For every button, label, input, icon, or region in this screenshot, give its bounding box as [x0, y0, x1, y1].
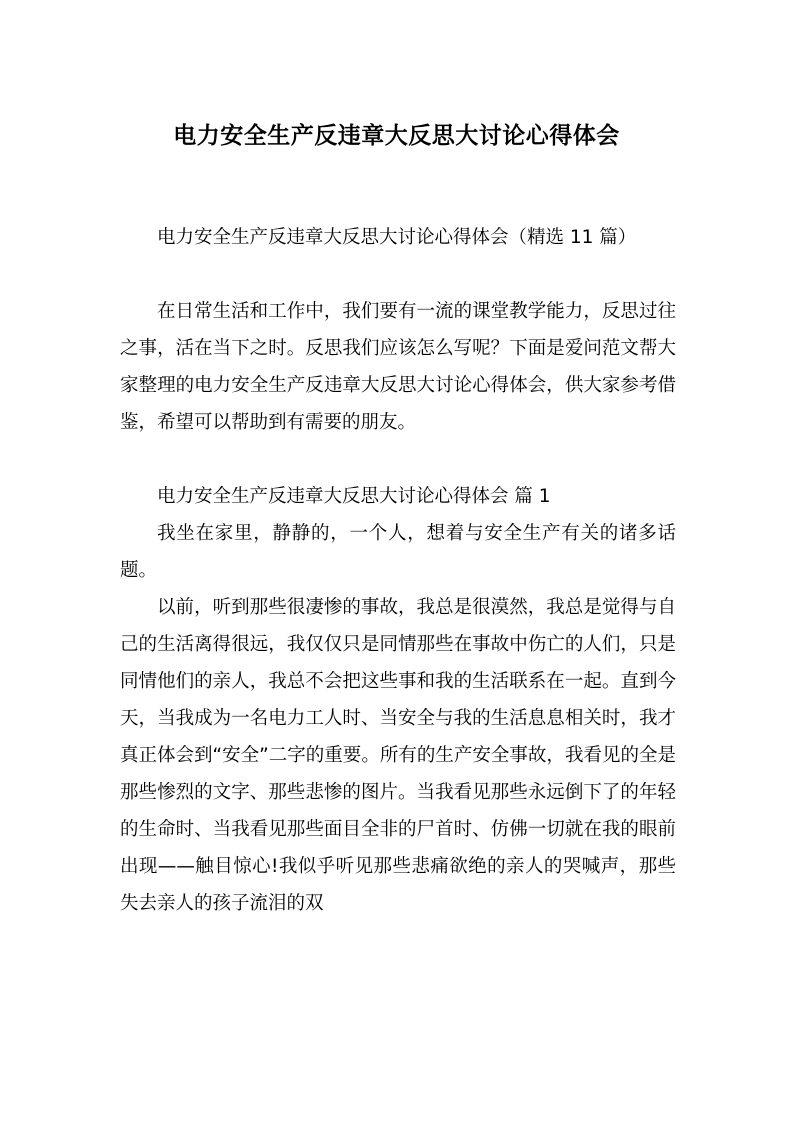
subtitle: 电力安全生产反违章大反思大讨论心得体会（精选 11 篇） — [157, 227, 637, 248]
document-body — [120, 219, 676, 922]
body-paragraph-2: 以前，听到那些很凄惨的事故，我总是很漠然，我总是觉得与自己的生活离得很远，我仅仅只是同情那些在事故中伤亡的人们，只是同情他们的亲人，我总不会把这些事和我的生活联系在一起。直到今天，当我成为一名电力工人时、当安全与我的生活息息相关时，我才真正体会到“安全”二字的重要。所有的生产安全事故，我看见的全是那些惨烈的文字、那些悲惨的图片。当我看见那些永远倒下了的年轻的生命时、当我看见那些面目全非的尸首时、仿佛一切就在我的眼前出现——触目惊心!我似乎听见那些悲痛欲绝的亲人的哭喊声，那些失去亲人的孩子流泪的双 — [120, 597, 676, 914]
page-title: 电力安全生产反违章大反思大讨论心得体会 — [173, 123, 620, 149]
body-paragraph-1: 我坐在家里，静静的，一个人，想着与安全生产有关的诸多话题。 — [120, 523, 676, 581]
intro-paragraph: 在日常生活和工作中，我们要有一流的课堂教学能力，反思过往之事，活在当下之时。反思我们应该怎么写呢？下面是爱问范文帮大家整理的电力安全生产反违章大反思大讨论心得体会，供大家参考借鉴，希望可以帮助到有需要的朋友。 — [120, 301, 676, 433]
section-heading: 电力安全生产反违章大反思大讨论心得体会 篇 1 — [157, 486, 551, 507]
